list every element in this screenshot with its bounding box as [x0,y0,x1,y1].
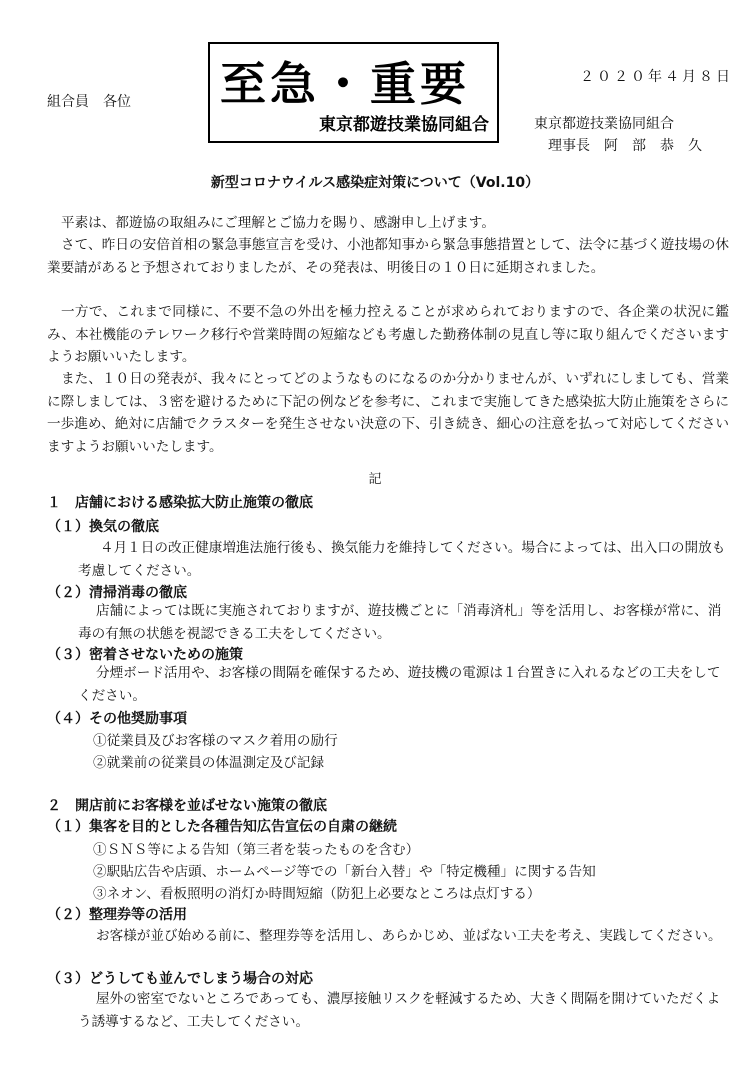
section-2-item-2-heading: （２）整理券等の活用 [47,907,187,923]
list-item: ①ＳＮＳ等による告知（第三者を装ったものを含む） [93,842,420,858]
intro-paragraph: また、１０日の発表が、我々にとってどのようなものになるのか分かりませんが、いずれにしましても、営業に際しましては、３密を避けるために下記の例などを参考に、これまで実施してきた感染拡大防止施策をさらに一歩進め、絶対に店舗でクラスターを発生させない決意の下、引き続き、細心の注意を払って対応してくださいますようお願いいたします。 [47,371,729,455]
section-1-item-3-heading: （３）密着させないための施策 [47,647,243,663]
section-1-item-1-text: ４月１日の改正健康増進法施行後も、換気能力を維持してください。場合によっては、出入口の開放も考慮してください。 [78,540,726,579]
section-2-item-3-heading: （３）どうしても並んでしまう場合の対応 [47,971,313,987]
section-2-item-2-text: お客様が並び始める前に、整理券等を活用し、あらかじめ、並ばない工夫を考え、実践してください。 [96,928,722,944]
section-1-item-3-text: 分煙ボード活用や、お客様の間隔を確保するため、遊技機の電源は１台置きに入れるなどの工夫をしてください。 [78,665,721,704]
intro-paragraph: 平素は、都遊協の取組みにご理解とご協力を賜り、感謝申し上げます。 [61,215,495,231]
document-date: ２０２０年４月８日 [580,69,733,85]
urgent-stamp [208,42,499,143]
section-2-heading: ２ 開店前にお客様を並ばせない施策の徹底 [47,798,327,814]
sender-name: 理事長 阿 部 恭 久 [548,138,702,154]
list-item: ③ネオン、看板照明の消灯か時間短縮（防犯上必要なところは点灯する） [93,886,541,902]
section-1-item-2-text: 店舗によっては既に実施されておりますが、遊技機ごとに「消毒済札」等を活用し、お客様が常に、消毒の有無の状態を視認できる工夫をしてください。 [78,603,722,642]
document-title: 新型コロナウイルス感染症対策について（Vol.10） [210,175,540,191]
ki-marker: 記 [368,472,382,487]
sender-organization: 東京都遊技業協同組合 [534,116,674,132]
list-item: ②就業前の従業員の体温測定及び記録 [93,755,325,771]
list-item: ②駅貼広告や店頭、ホームページ等での「新台入替」や「特定機種」に関する告知 [93,864,596,880]
section-1-item-2-heading: （２）清掃消毒の徹底 [47,585,187,601]
intro-paragraph: 一方で、これまで同様に、不要不急の外出を極力控えることが求められておりますので、各企業の状況に鑑み、本社機能のテレワーク移行や営業時間の短縮なども考慮した勤務体制の見直し等に取り組んでくださいますようお願いいたします。 [47,304,729,365]
section-1-item-4-heading: （４）その他奨励事項 [47,711,187,727]
section-1-heading: １ 店舗における感染拡大防止施策の徹底 [47,495,313,511]
section-2-item-1-heading: （１）集客を目的とした各種告知広告宣伝の自粛の継続 [47,819,397,835]
list-item: ①従業員及びお客様のマスク着用の励行 [93,733,338,749]
section-2-item-3-text: 屋外の密室でないところであっても、濃厚接触リスクを軽減するため、大きく間隔を開けていただくよう誘導するなど、工夫してください。 [78,991,721,1030]
section-1-item-1-heading: （１）換気の徹底 [47,519,159,535]
recipient: 組合員 各位 [47,94,131,110]
intro-paragraph: さて、昨日の安倍首相の緊急事態宣言を受け、小池都知事から緊急事態措置として、法令に基づく遊技場の休業要請があると予想されておりましたが、その発表は、明後日の１０日に延期されました。 [47,237,729,276]
stamp-title: 至急・重要 [220,57,470,111]
stamp-org: 東京都遊技業協同組合 [319,115,489,135]
